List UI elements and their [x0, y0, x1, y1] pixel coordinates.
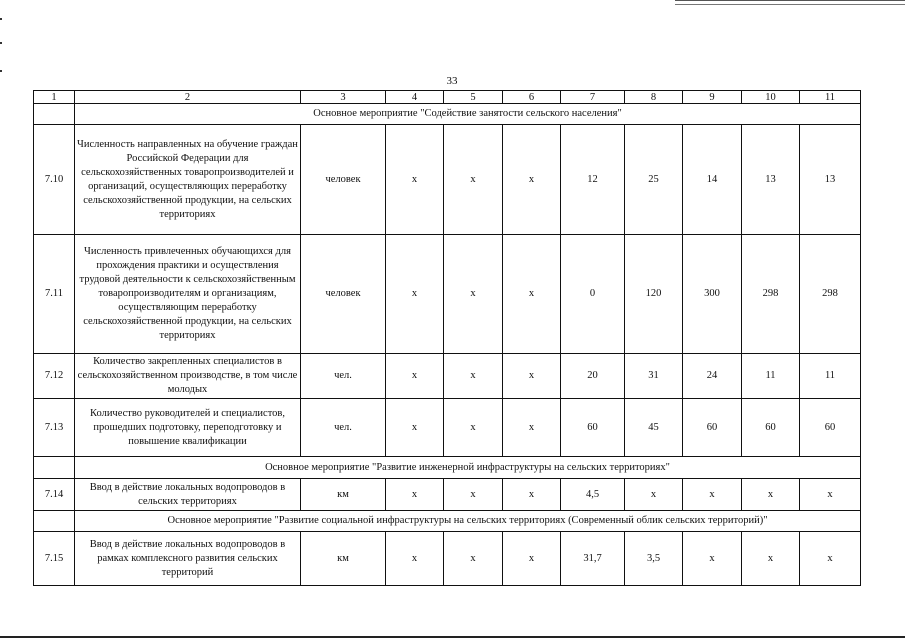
- value-cell: х: [503, 354, 561, 399]
- column-header: 3: [301, 91, 386, 104]
- column-header: 6: [503, 91, 561, 104]
- value-cell: 45: [625, 399, 683, 457]
- value-cell: 12: [561, 125, 625, 235]
- column-header: 9: [683, 91, 742, 104]
- section-title: Основное мероприятие "Развитие инженерной инфраструктуры на сельских территориях": [75, 457, 861, 479]
- table-row: [34, 479, 861, 511]
- table-row: [34, 354, 861, 399]
- row-number: 7.12: [34, 354, 75, 399]
- margin-mark: [0, 42, 2, 44]
- section-row: [34, 457, 861, 479]
- indicator-name: Количество руководителей и специалистов, прошедших подготовку, переподготовку и повышение квалификации: [75, 399, 301, 457]
- value-cell: х: [503, 235, 561, 354]
- unit-cell: чел.: [301, 399, 386, 457]
- value-cell: 11: [800, 354, 861, 399]
- value-cell: 3,5: [625, 532, 683, 586]
- column-header: 11: [800, 91, 861, 104]
- value-cell: 13: [800, 125, 861, 235]
- column-header: 1: [34, 91, 75, 104]
- unit-cell: чел.: [301, 354, 386, 399]
- row-number: 7.13: [34, 399, 75, 457]
- value-cell: 20: [561, 354, 625, 399]
- value-cell: 25: [625, 125, 683, 235]
- value-cell: 0: [561, 235, 625, 354]
- value-cell: х: [683, 479, 742, 511]
- value-cell: 298: [742, 235, 800, 354]
- value-cell: 24: [683, 354, 742, 399]
- value-cell: х: [444, 479, 503, 511]
- value-cell: х: [503, 399, 561, 457]
- value-cell: 298: [800, 235, 861, 354]
- value-cell: х: [800, 532, 861, 586]
- row-number: 7.11: [34, 235, 75, 354]
- page-number: 33: [446, 75, 458, 87]
- row-number: 7.15: [34, 532, 75, 586]
- value-cell: х: [444, 125, 503, 235]
- value-cell: 120: [625, 235, 683, 354]
- value-cell: х: [386, 125, 444, 235]
- value-cell: 13: [742, 125, 800, 235]
- indicator-name: Численность направленных на обучение граждан Российской Федерации для сельскохозяйственных товаропроизводителей и организаций, осуществляющих переработку сельскохозяйственной продукции, на сельских территориях: [75, 125, 301, 235]
- value-cell: х: [800, 479, 861, 511]
- column-header: 5: [444, 91, 503, 104]
- value-cell: 60: [561, 399, 625, 457]
- value-cell: х: [503, 125, 561, 235]
- margin-mark: [0, 70, 2, 72]
- indicators-table: [33, 90, 861, 586]
- table-row: [34, 125, 861, 235]
- value-cell: х: [742, 532, 800, 586]
- row-number: 7.10: [34, 125, 75, 235]
- value-cell: х: [386, 532, 444, 586]
- column-header: 8: [625, 91, 683, 104]
- indicator-name: Количество закрепленных специалистов в сельскохозяйственном производстве, в том числе молодых: [75, 354, 301, 399]
- value-cell: х: [386, 354, 444, 399]
- value-cell: х: [742, 479, 800, 511]
- section-title: Основное мероприятие "Содействие занятости сельского населения": [75, 104, 861, 125]
- corner-rule: [675, 0, 905, 5]
- column-number-row: [34, 91, 861, 104]
- value-cell: х: [444, 399, 503, 457]
- section-title: Основное мероприятие "Развитие социальной инфраструктуры на сельских территориях (Современный облик сельских территорий)": [75, 511, 861, 532]
- indicator-name: Ввод в действие локальных водопроводов в сельских территориях: [75, 479, 301, 511]
- value-cell: 4,5: [561, 479, 625, 511]
- table-row: [34, 399, 861, 457]
- column-header: 4: [386, 91, 444, 104]
- column-header: 2: [75, 91, 301, 104]
- value-cell: х: [625, 479, 683, 511]
- value-cell: 60: [742, 399, 800, 457]
- table-row: [34, 235, 861, 354]
- page-bottom-rule: [0, 636, 905, 638]
- value-cell: х: [683, 532, 742, 586]
- unit-cell: км: [301, 532, 386, 586]
- value-cell: х: [444, 235, 503, 354]
- table-row: [34, 532, 861, 586]
- value-cell: х: [386, 479, 444, 511]
- margin-mark: [0, 18, 2, 20]
- value-cell: х: [503, 532, 561, 586]
- section-row: [34, 511, 861, 532]
- indicator-name: Ввод в действие локальных водопроводов в рамках комплексного развития сельских территорий: [75, 532, 301, 586]
- value-cell: х: [503, 479, 561, 511]
- column-header: 7: [561, 91, 625, 104]
- value-cell: 31: [625, 354, 683, 399]
- value-cell: 60: [683, 399, 742, 457]
- value-cell: 14: [683, 125, 742, 235]
- value-cell: х: [386, 235, 444, 354]
- row-number: 7.14: [34, 479, 75, 511]
- unit-cell: человек: [301, 235, 386, 354]
- value-cell: 31,7: [561, 532, 625, 586]
- unit-cell: км: [301, 479, 386, 511]
- column-header: 10: [742, 91, 800, 104]
- value-cell: х: [444, 354, 503, 399]
- value-cell: 300: [683, 235, 742, 354]
- value-cell: 11: [742, 354, 800, 399]
- value-cell: х: [386, 399, 444, 457]
- value-cell: х: [444, 532, 503, 586]
- value-cell: 60: [800, 399, 861, 457]
- section-row: [34, 104, 861, 125]
- unit-cell: человек: [301, 125, 386, 235]
- indicator-name: Численность привлеченных обучающихся для прохождения практики и осуществления трудовой деятельности к сельскохозяйственным товаропроизводителям и организациям, осуществляющим переработку сельскохозяйственной продукции, на сельских территориях: [75, 235, 301, 354]
